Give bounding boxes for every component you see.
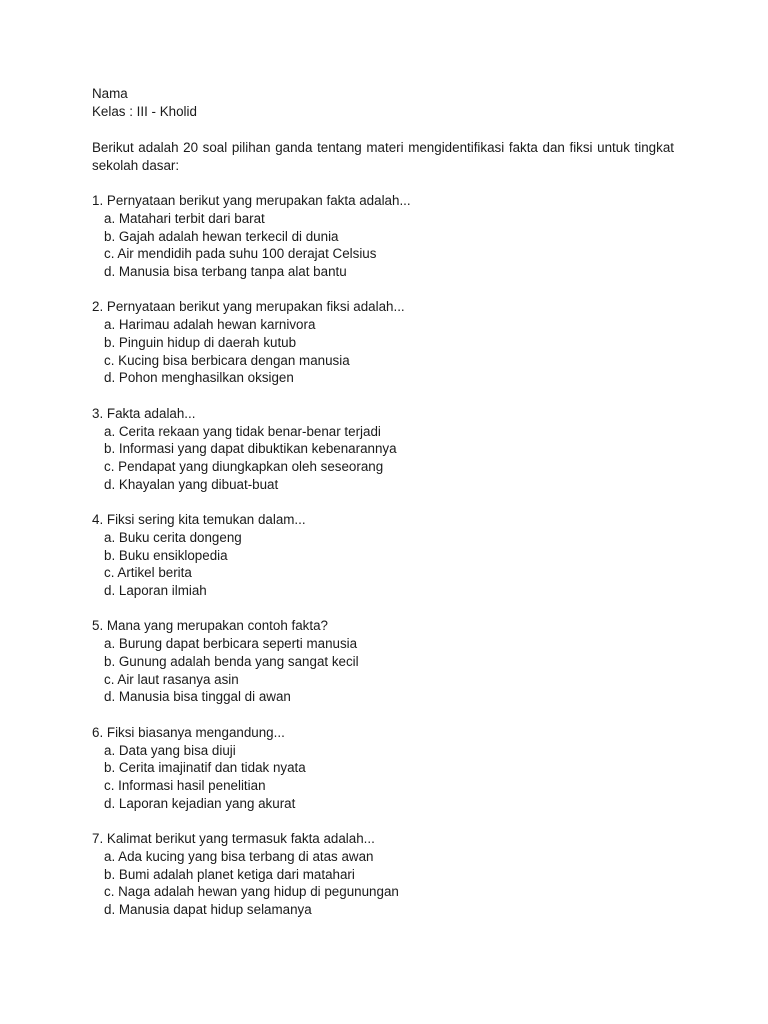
spacer xyxy=(92,175,674,193)
answer-option: b. Bumi adalah planet ketiga dari matahari xyxy=(104,866,355,882)
answer-option: b. Pinguin hidup di daerah kutub xyxy=(104,335,297,351)
question-block xyxy=(92,192,674,281)
answer-option: d. Laporan kejadian yang akurat xyxy=(104,795,296,811)
question-block xyxy=(92,724,674,813)
question-text: 2. Pernyataan berikut yang merupakan fiksi adalah... xyxy=(92,299,405,315)
answer-option: c. Air mendidih pada suhu 100 derajat Celsius xyxy=(104,246,377,262)
answer-option: a. Harimau adalah hewan karnivora xyxy=(104,317,316,333)
answer-option: c. Naga adalah hewan yang hidup di pegunungan xyxy=(104,884,399,900)
question-list xyxy=(92,192,674,919)
answer-option: c. Artikel berita xyxy=(104,565,192,581)
answer-option: d. Manusia bisa terbang tanpa alat bantu xyxy=(104,264,347,280)
answer-option: d. Manusia dapat hidup selamanya xyxy=(104,901,312,917)
class-label: Kelas : III - Kholid xyxy=(92,104,197,119)
document-page xyxy=(92,85,674,919)
question-block xyxy=(92,830,674,919)
option-list xyxy=(92,848,674,919)
question-text: 7. Kalimat berikut yang termasuk fakta adalah... xyxy=(92,830,375,846)
question-block xyxy=(92,617,674,706)
question-text: 1. Pernyataan berikut yang merupakan fakta adalah... xyxy=(92,193,411,208)
answer-option: b. Informasi yang dapat dibuktikan kebenarannya xyxy=(104,441,397,457)
question-block xyxy=(92,405,674,494)
answer-option: a. Cerita rekaan yang tidak benar-benar terjadi xyxy=(104,423,381,439)
answer-option: a. Ada kucing yang bisa terbang di atas awan xyxy=(104,848,374,864)
answer-option: a. Data yang bisa diuji xyxy=(104,742,236,758)
question-text: 5. Mana yang merupakan contoh fakta? xyxy=(92,618,328,634)
answer-option: c. Pendapat yang diungkapkan oleh seseorang xyxy=(104,459,384,475)
spacer xyxy=(92,387,674,405)
question-text: 3. Fakta adalah... xyxy=(92,405,196,421)
answer-option: d. Laporan ilmiah xyxy=(104,583,207,599)
question-text: 4. Fiksi sering kita temukan dalam... xyxy=(92,511,306,527)
option-list xyxy=(92,742,674,813)
question-block xyxy=(92,511,674,600)
intro-paragraph: Berikut adalah 20 soal pilihan ganda tentang materi mengidentifikasi fakta dan fiksi untuk tingkat sekolah dasar: xyxy=(92,139,674,173)
answer-option: a. Burung dapat berbicara seperti manusia xyxy=(104,636,358,652)
answer-option: b. Gajah adalah hewan terkecil di dunia xyxy=(104,228,339,244)
spacer xyxy=(92,812,674,830)
answer-option: b. Cerita imajinatif dan tidak nyata xyxy=(104,760,306,776)
option-list xyxy=(92,423,674,494)
answer-option: b. Gunung adalah benda yang sangat kecil xyxy=(104,653,359,669)
question-block xyxy=(92,298,674,387)
answer-option: d. Manusia bisa tinggal di awan xyxy=(104,689,291,705)
option-list xyxy=(92,316,674,387)
answer-option: c. Kucing bisa berbicara dengan manusia xyxy=(104,352,350,368)
answer-option: d. Khayalan yang dibuat-buat xyxy=(104,476,279,492)
spacer xyxy=(92,121,674,139)
spacer xyxy=(92,600,674,618)
spacer xyxy=(92,706,674,724)
option-list xyxy=(92,635,674,706)
answer-option: a. Buku cerita dongeng xyxy=(104,529,242,545)
option-list xyxy=(92,210,674,281)
spacer xyxy=(92,281,674,299)
answer-option: b. Buku ensiklopedia xyxy=(104,547,228,563)
answer-option: d. Pohon menghasilkan oksigen xyxy=(104,370,294,386)
spacer xyxy=(92,493,674,511)
name-label: Nama xyxy=(92,86,128,101)
option-list xyxy=(92,529,674,600)
answer-option: c. Air laut rasanya asin xyxy=(104,671,239,687)
answer-option: c. Informasi hasil penelitian xyxy=(104,777,266,793)
answer-option: a. Matahari terbit dari barat xyxy=(104,211,265,226)
question-text: 6. Fiksi biasanya mengandung... xyxy=(92,724,285,740)
